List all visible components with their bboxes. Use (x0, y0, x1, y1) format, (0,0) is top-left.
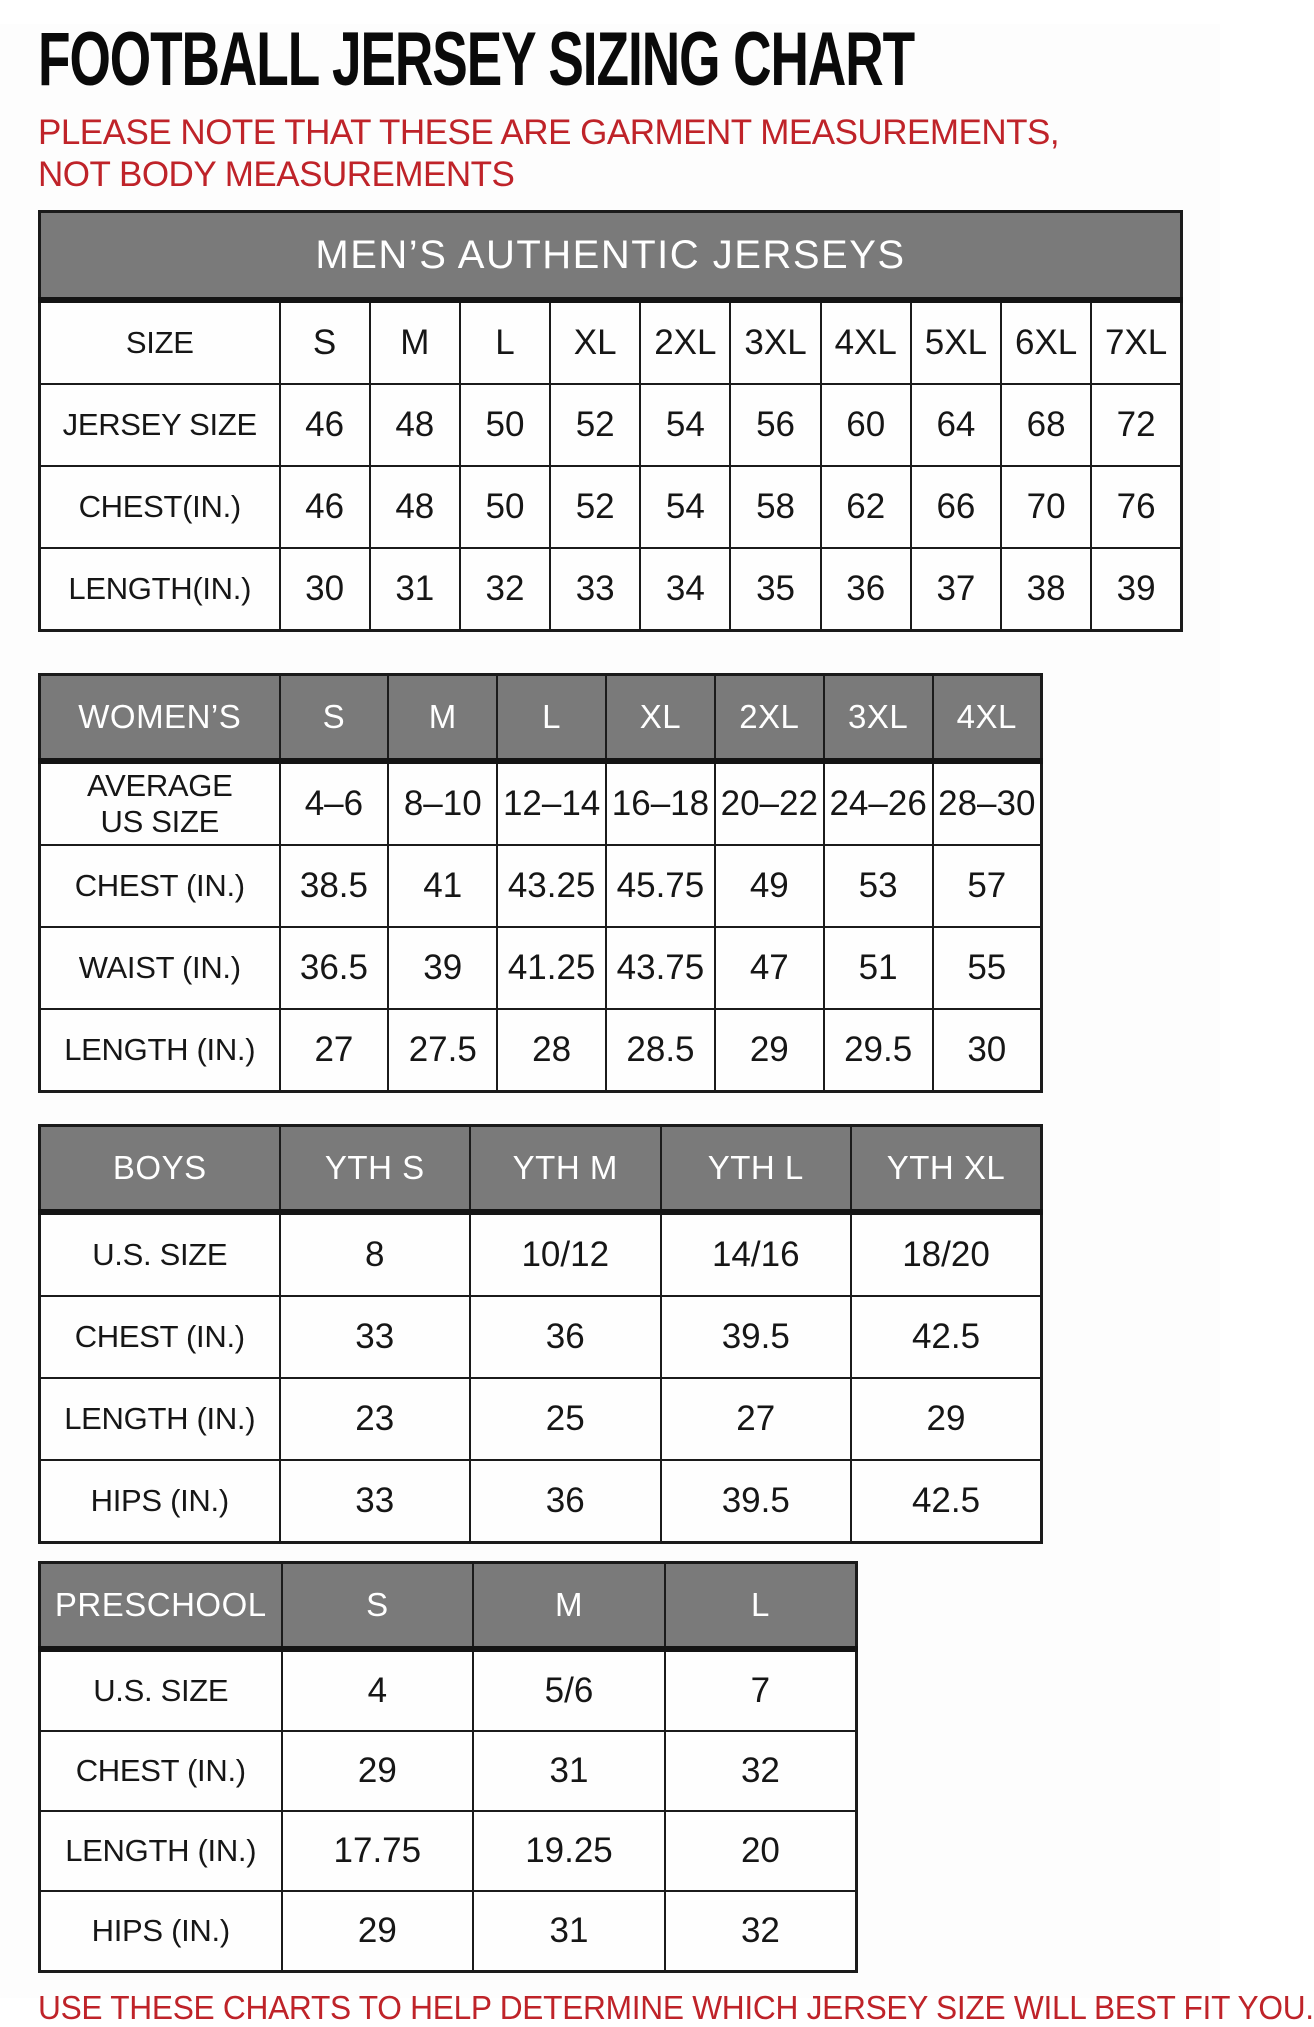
value-cell: 27.5 (388, 1009, 497, 1092)
value-cell: 48 (370, 466, 460, 548)
value-cell: 66 (911, 466, 1001, 548)
value-cell: 31 (370, 548, 460, 631)
row-label: AVERAGE US SIZE (87, 768, 233, 839)
value-cell: 39.5 (661, 1296, 852, 1378)
value-cell: 28 (497, 1009, 606, 1092)
column-header-cell: S (282, 1563, 474, 1650)
value-cell: 58 (730, 466, 820, 548)
row-label: JERSEY SIZE (62, 407, 257, 443)
row-label-cell (40, 845, 280, 927)
value-cell: 50 (460, 384, 550, 466)
row-label: HIPS (IN.) (90, 1483, 229, 1519)
table-header-row (40, 1563, 857, 1650)
column-header-cell: M (388, 675, 497, 762)
value-cell: L (460, 300, 550, 384)
value-cell: 56 (730, 384, 820, 466)
value-cell: 34 (640, 548, 730, 631)
row-label-cell (40, 466, 280, 548)
column-header-cell: L (497, 675, 606, 762)
value-cell: 33 (280, 1460, 471, 1543)
value-cell: 17.75 (282, 1811, 474, 1891)
table-row (40, 1378, 1042, 1460)
value-cell: 16–18 (606, 761, 715, 845)
value-cell: S (280, 300, 370, 384)
value-cell: 29 (715, 1009, 824, 1092)
table-header-row (40, 1126, 1042, 1213)
value-cell: 29 (851, 1378, 1042, 1460)
value-cell: 32 (460, 548, 550, 631)
value-cell: 31 (473, 1891, 665, 1972)
value-cell: 28.5 (606, 1009, 715, 1092)
table-row (40, 466, 1182, 548)
table-row (40, 384, 1182, 466)
row-label: CHEST(IN.) (78, 489, 241, 525)
row-label-cell (40, 300, 280, 384)
value-cell: 70 (1001, 466, 1091, 548)
value-cell: 19.25 (473, 1811, 665, 1891)
value-cell: 36.5 (280, 927, 389, 1009)
womens-jerseys-table (38, 673, 1043, 1093)
value-cell: 38 (1001, 548, 1091, 631)
footer-note: USE THESE CHARTS TO HELP DETERMINE WHICH JERSEY SIZE WILL BEST FIT YOU. (38, 1989, 1314, 2027)
row-label-cell (40, 1891, 282, 1972)
value-cell: 46 (280, 384, 370, 466)
column-header-cell: 3XL (824, 675, 933, 762)
value-cell: 35 (730, 548, 820, 631)
boys-jerseys-table (38, 1124, 1043, 1544)
value-cell: 6XL (1001, 300, 1091, 384)
value-cell: 24–26 (824, 761, 933, 845)
column-header-cell: YTH L (661, 1126, 852, 1213)
row-label-cell (40, 384, 280, 466)
garment-measurement-note: PLEASE NOTE THAT THESE ARE GARMENT MEASUREMENTS, NOT BODY MEASUREMENTS (38, 113, 1060, 195)
value-cell: M (370, 300, 460, 384)
value-cell: 41.25 (497, 927, 606, 1009)
value-cell: 7 (665, 1649, 857, 1731)
row-label: LENGTH (IN.) (65, 1833, 257, 1869)
preschool-header-label: PRESCHOOL (40, 1563, 282, 1650)
row-label: LENGTH(IN.) (68, 571, 252, 607)
value-cell: 31 (473, 1731, 665, 1811)
value-cell: 52 (550, 466, 640, 548)
value-cell: 29 (282, 1891, 474, 1972)
value-cell: 57 (933, 845, 1042, 927)
row-label: LENGTH (IN.) (64, 1401, 256, 1437)
value-cell: 32 (665, 1891, 857, 1972)
table-row (40, 927, 1042, 1009)
value-cell: 32 (665, 1731, 857, 1811)
value-cell: 10/12 (470, 1212, 661, 1296)
value-cell: 27 (661, 1378, 852, 1460)
row-label-cell (40, 1296, 280, 1378)
value-cell: 52 (550, 384, 640, 466)
column-header-cell: L (665, 1563, 857, 1650)
value-cell: 41 (388, 845, 497, 927)
row-label-cell (40, 1378, 280, 1460)
value-cell: 43.75 (606, 927, 715, 1009)
table-row (40, 1296, 1042, 1378)
value-cell: 4–6 (280, 761, 389, 845)
table-row (40, 1891, 857, 1972)
value-cell: 33 (550, 548, 640, 631)
row-label-cell (40, 1731, 282, 1811)
value-cell: 38.5 (280, 845, 389, 927)
column-header-cell: M (473, 1563, 665, 1650)
value-cell: 46 (280, 466, 370, 548)
value-cell: 4 (282, 1649, 474, 1731)
row-label-cell (40, 1649, 282, 1731)
row-label-cell (40, 761, 280, 845)
value-cell: 30 (933, 1009, 1042, 1092)
value-cell: 29.5 (824, 1009, 933, 1092)
mens-authentic-jerseys-table (38, 210, 1183, 632)
table-row (40, 761, 1042, 845)
row-label: LENGTH (IN.) (64, 1032, 256, 1068)
column-header-cell: 4XL (933, 675, 1042, 762)
value-cell: 7XL (1091, 300, 1181, 384)
row-label-cell (40, 1811, 282, 1891)
value-cell: 18/20 (851, 1212, 1042, 1296)
value-cell: 39 (388, 927, 497, 1009)
row-label: SIZE (125, 325, 194, 361)
value-cell: XL (550, 300, 640, 384)
value-cell: 25 (470, 1378, 661, 1460)
row-label: CHEST (IN.) (74, 868, 245, 904)
value-cell: 3XL (730, 300, 820, 384)
value-cell: 51 (824, 927, 933, 1009)
value-cell: 60 (821, 384, 911, 466)
value-cell: 72 (1091, 384, 1181, 466)
row-label-cell (40, 1009, 280, 1092)
row-label-cell (40, 1212, 280, 1296)
table-row (40, 1460, 1042, 1543)
value-cell: 29 (282, 1731, 474, 1811)
row-label: U.S. SIZE (93, 1673, 229, 1709)
value-cell: 2XL (640, 300, 730, 384)
column-header-cell: S (280, 675, 389, 762)
value-cell: 43.25 (497, 845, 606, 927)
row-label: U.S. SIZE (92, 1237, 228, 1273)
table-row (40, 300, 1182, 384)
value-cell: 55 (933, 927, 1042, 1009)
value-cell: 54 (640, 384, 730, 466)
value-cell: 36 (470, 1296, 661, 1378)
value-cell: 49 (715, 845, 824, 927)
value-cell: 68 (1001, 384, 1091, 466)
value-cell: 45.75 (606, 845, 715, 927)
value-cell: 42.5 (851, 1296, 1042, 1378)
value-cell: 8–10 (388, 761, 497, 845)
value-cell: 54 (640, 466, 730, 548)
table-row (40, 1731, 857, 1811)
row-label: CHEST (IN.) (75, 1753, 246, 1789)
value-cell: 50 (460, 466, 550, 548)
column-header-cell: 2XL (715, 675, 824, 762)
value-cell: 8 (280, 1212, 471, 1296)
value-cell: 53 (824, 845, 933, 927)
mens-table-banner: MEN’S AUTHENTIC JERSEYS (40, 212, 1182, 301)
table-row (40, 1811, 857, 1891)
value-cell: 23 (280, 1378, 471, 1460)
table-row (40, 548, 1182, 631)
value-cell: 64 (911, 384, 1001, 466)
value-cell: 27 (280, 1009, 389, 1092)
row-label-cell (40, 548, 280, 631)
table-row (40, 1212, 1042, 1296)
sizing-chart-page (0, 17, 1314, 2027)
value-cell: 20 (665, 1811, 857, 1891)
value-cell: 4XL (821, 300, 911, 384)
column-header-cell: YTH S (280, 1126, 471, 1213)
table-row (40, 1649, 857, 1731)
value-cell: 28–30 (933, 761, 1042, 845)
value-cell: 14/16 (661, 1212, 852, 1296)
value-cell: 48 (370, 384, 460, 466)
row-label-cell (40, 1460, 280, 1543)
boys-header-label: BOYS (40, 1126, 280, 1213)
row-label: CHEST (IN.) (74, 1319, 245, 1355)
row-label-cell (40, 927, 280, 1009)
value-cell: 39.5 (661, 1460, 852, 1543)
value-cell: 36 (470, 1460, 661, 1543)
page-title: FOOTBALL JERSEY SIZING CHART (38, 17, 915, 102)
table-banner-row (40, 212, 1182, 301)
table-header-row (40, 675, 1042, 762)
value-cell: 42.5 (851, 1460, 1042, 1543)
row-label: WAIST (IN.) (78, 950, 241, 986)
value-cell: 33 (280, 1296, 471, 1378)
table-row (40, 1009, 1042, 1092)
value-cell: 47 (715, 927, 824, 1009)
table-row (40, 845, 1042, 927)
value-cell: 76 (1091, 466, 1181, 548)
column-header-cell: YTH M (470, 1126, 661, 1213)
column-header-cell: YTH XL (851, 1126, 1042, 1213)
value-cell: 30 (280, 548, 370, 631)
value-cell: 37 (911, 548, 1001, 631)
value-cell: 36 (821, 548, 911, 631)
womens-header-label: WOMEN’S (40, 675, 280, 762)
value-cell: 62 (821, 466, 911, 548)
value-cell: 5XL (911, 300, 1001, 384)
value-cell: 39 (1091, 548, 1181, 631)
column-header-cell: XL (606, 675, 715, 762)
value-cell: 12–14 (497, 761, 606, 845)
value-cell: 5/6 (473, 1649, 665, 1731)
preschool-jerseys-table (38, 1561, 858, 1973)
value-cell: 20–22 (715, 761, 824, 845)
row-label: HIPS (IN.) (91, 1913, 230, 1949)
